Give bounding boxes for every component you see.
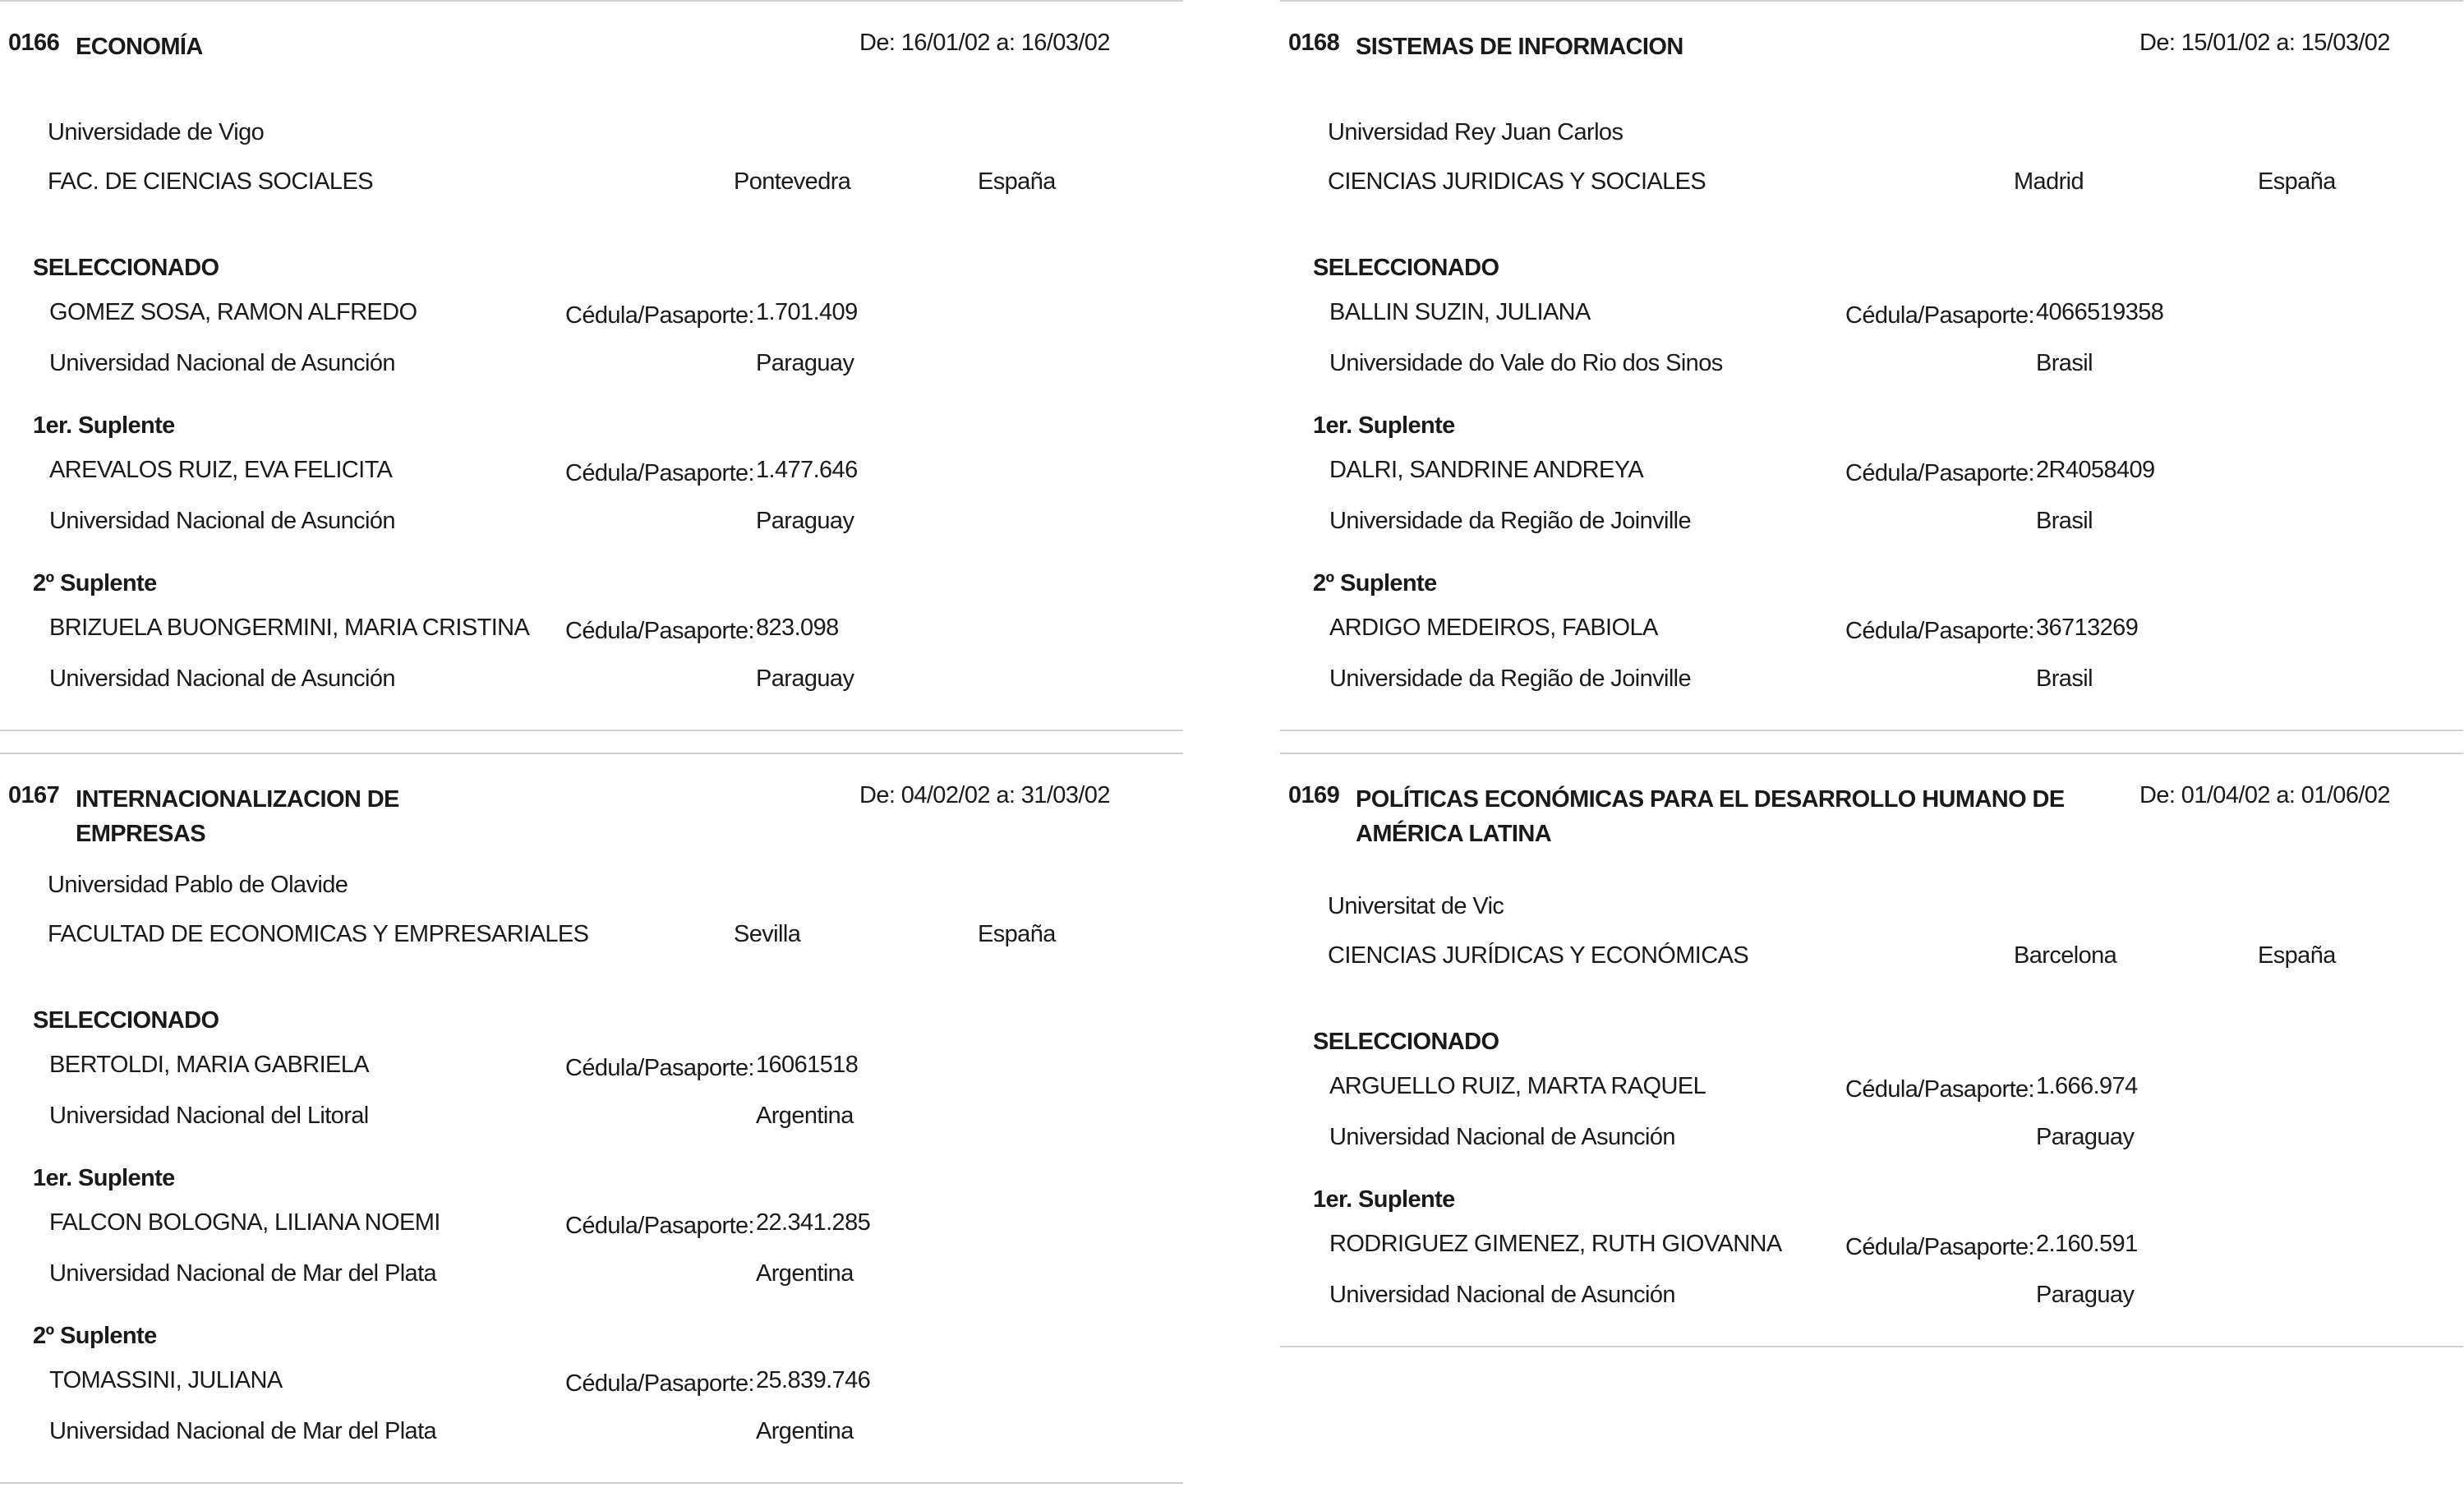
host-university: Universidad Pablo de Olavide [48,872,348,898]
candidate-country: Brasil [2036,350,2093,376]
candidate-role: 2º Suplente [33,1323,157,1349]
id-label: Cédula/Pasaporte: [1845,618,2035,644]
candidate-role: 2º Suplente [1313,570,1437,596]
course-block-0168 [1280,0,2463,739]
id-label: Cédula/Pasaporte: [565,302,755,329]
candidate-name: BERTOLDI, MARIA GABRIELA [49,1052,370,1078]
candidate-name: ARGUELLO RUIZ, MARTA RAQUEL [1329,1073,1706,1099]
candidate-id: 1.477.646 [756,457,858,483]
course-dates: De: 16/01/02 a: 16/03/02 [859,30,1110,56]
course-title: SISTEMAS DE INFORMACION [1356,34,1683,60]
host-city: Sevilla [734,921,801,947]
candidate-country: Argentina [756,1418,854,1444]
candidate-university: Universidade da Região de Joinville [1329,665,1692,692]
host-country: España [2258,168,2336,195]
course-block-0167 [0,753,1183,1492]
candidate-id: 4066519358 [2036,299,2164,325]
candidate-university: Universidad Nacional de Asunción [49,350,395,376]
top-divider [0,0,1183,2]
course-title: POLÍTICAS ECONÓMICAS PARA EL DESARROLLO HUMANO DE AMÉRICA LATINA [1356,786,2065,847]
candidate-name: RODRIGUEZ GIMENEZ, RUTH GIOVANNA [1329,1231,1782,1257]
host-university: Universidade de Vigo [48,119,265,145]
id-label: Cédula/Pasaporte: [565,460,755,486]
candidate-name: BALLIN SUZIN, JULIANA [1329,299,1591,325]
host-faculty: FACULTAD DE ECONOMICAS Y EMPRESARIALES [48,921,589,947]
candidate-id: 2R4058409 [2036,457,2155,483]
id-label: Cédula/Pasaporte: [1845,1076,2035,1103]
candidate-name: TOMASSINI, JULIANA [49,1367,283,1393]
id-label: Cédula/Pasaporte: [565,618,755,644]
candidate-id: 1.666.974 [2036,1073,2138,1099]
candidate-university: Universidade do Vale do Rio dos Sinos [1329,350,1723,376]
host-country: España [978,168,1056,195]
candidate-id: 22.341.285 [756,1209,871,1236]
candidate-name: DALRI, SANDRINE ANDREYA [1329,457,1644,483]
id-label: Cédula/Pasaporte: [1845,1234,2035,1260]
course-block-0166 [0,0,1183,739]
host-university: Universidad Rey Juan Carlos [1328,119,1623,145]
candidate-id: 25.839.746 [756,1367,871,1393]
top-divider [0,753,1183,754]
candidate-country: Paraguay [2036,1282,2135,1308]
candidate-country: Paraguay [756,508,854,534]
host-faculty: CIENCIAS JURIDICAS Y SOCIALES [1328,168,1706,195]
candidate-country: Brasil [2036,665,2093,692]
host-faculty: CIENCIAS JURÍDICAS Y ECONÓMICAS [1328,942,1749,969]
candidate-role: SELECCIONADO [33,1007,219,1034]
host-country: España [2258,942,2336,969]
host-university: Universitat de Vic [1328,893,1504,919]
candidate-country: Argentina [756,1260,854,1287]
candidate-university: Universidad Nacional de Mar del Plata [49,1418,437,1444]
top-divider [1280,0,2463,2]
course-dates: De: 15/01/02 a: 15/03/02 [2139,30,2390,56]
candidate-role: 1er. Suplente [1313,1186,1455,1213]
course-code: 0168 [1288,30,1340,56]
bottom-divider [0,730,1183,731]
candidate-role: 1er. Suplente [33,412,175,439]
candidate-id: 2.160.591 [2036,1231,2138,1257]
candidate-university: Universidade da Região de Joinville [1329,508,1692,534]
candidate-name: BRIZUELA BUONGERMINI, MARIA CRISTINA [49,615,530,641]
id-label: Cédula/Pasaporte: [565,1055,755,1081]
top-divider [1280,753,2463,754]
course-code: 0167 [8,782,60,808]
candidate-country: Paraguay [756,665,854,692]
candidate-id: 36713269 [2036,615,2139,641]
host-country: España [978,921,1056,947]
candidate-university: Universidad Nacional de Mar del Plata [49,1260,437,1287]
candidate-country: Paraguay [756,350,854,376]
candidate-name: GOMEZ SOSA, RAMON ALFREDO [49,299,417,325]
candidate-university: Universidad Nacional de Asunción [49,665,395,692]
bottom-divider [1280,730,2463,731]
course-title: ECONOMÍA [76,34,203,60]
candidate-university: Universidad Nacional de Asunción [49,508,395,534]
course-block-0169 [1280,753,2463,1492]
candidate-university: Universidad Nacional de Asunción [1329,1124,1675,1150]
candidate-name: ARDIGO MEDEIROS, FABIOLA [1329,615,1658,641]
candidate-role: SELECCIONADO [1313,1029,1499,1055]
candidate-role: 1er. Suplente [1313,412,1455,439]
bottom-divider [1280,1346,2463,1347]
course-dates: De: 04/02/02 a: 31/03/02 [859,782,1110,808]
host-faculty: FAC. DE CIENCIAS SOCIALES [48,168,373,195]
candidate-id: 1.701.409 [756,299,858,325]
candidate-id: 16061518 [756,1052,859,1078]
course-title: INTERNACIONALIZACION DE EMPRESAS [76,786,399,847]
id-label: Cédula/Pasaporte: [565,1370,755,1397]
candidate-name: FALCON BOLOGNA, LILIANA NOEMI [49,1209,440,1236]
candidate-id: 823.098 [756,615,839,641]
candidate-role: 1er. Suplente [33,1165,175,1191]
host-city: Pontevedra [734,168,851,195]
candidate-role: 2º Suplente [33,570,157,596]
host-city: Madrid [2014,168,2084,195]
id-label: Cédula/Pasaporte: [1845,460,2035,486]
candidate-university: Universidad Nacional de Asunción [1329,1282,1675,1308]
id-label: Cédula/Pasaporte: [1845,302,2035,329]
candidate-university: Universidad Nacional del Litoral [49,1103,369,1129]
candidate-country: Brasil [2036,508,2093,534]
candidate-name: AREVALOS RUIZ, EVA FELICITA [49,457,393,483]
id-label: Cédula/Pasaporte: [565,1213,755,1239]
course-code: 0169 [1288,782,1340,808]
host-city: Barcelona [2014,942,2117,969]
candidate-role: SELECCIONADO [1313,255,1499,281]
candidate-country: Paraguay [2036,1124,2135,1150]
course-code: 0166 [8,30,60,56]
course-dates: De: 01/04/02 a: 01/06/02 [2139,782,2390,808]
candidate-country: Argentina [756,1103,854,1129]
candidate-role: SELECCIONADO [33,255,219,281]
